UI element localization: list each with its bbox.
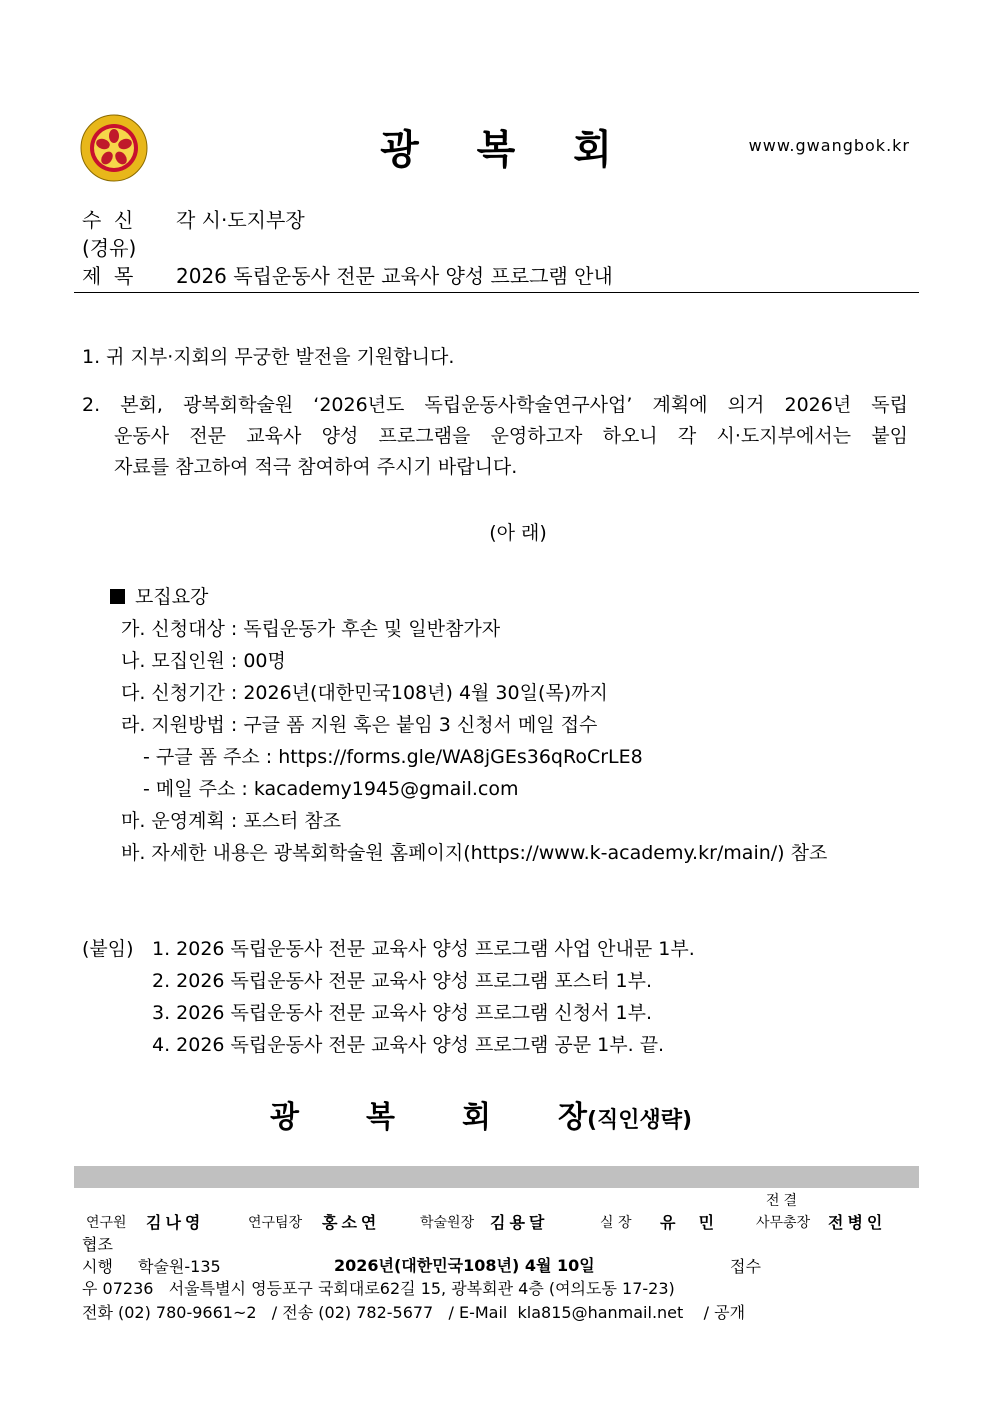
contact-info: 전화 (02) 780-9661~2 / 전송 (02) 782-5677 / E-Mail kla815@hanmail.net / 공개 xyxy=(82,1303,746,1322)
subject-label: 제 목 xyxy=(82,264,134,288)
recipient-row xyxy=(82,204,305,233)
google-form-link[interactable]: - 구글 폼 주소 : https://forms.gle/WA8jGEs36qRoCrLE8 xyxy=(143,746,643,768)
recipient-value: 각 시·도지부장 xyxy=(176,208,305,232)
cooperation-label: 협조 xyxy=(82,1235,113,1254)
approver-title: 실 장 xyxy=(600,1215,632,1231)
issue-label: 시행 xyxy=(82,1257,113,1276)
approver-name: 김나영 xyxy=(146,1213,205,1232)
approver-name: 유 민 xyxy=(660,1213,719,1232)
approver-name: 홍소연 xyxy=(322,1213,381,1232)
notice-heading: (아 래) xyxy=(489,522,547,544)
organization-title: 광 복 회 xyxy=(380,127,634,173)
email-link[interactable]: - 메일 주소 : kacademy1945@gmail.com xyxy=(143,778,519,800)
approver-name: 김용달 xyxy=(490,1213,549,1232)
homepage-link[interactable]: 바. 자세한 내용은 광복회학술원 홈페이지(https://www.k-academy.kr/main/) 참조 xyxy=(121,842,828,864)
subject-row xyxy=(82,260,613,289)
approver-title: 연구원 xyxy=(86,1215,127,1231)
approver-title: 사무총장 xyxy=(756,1215,811,1231)
paragraph-1: 1. 귀 지부·지회의 무궁한 발전을 기원합니다. xyxy=(82,346,455,368)
issue-date: 2026년(대한민국108년) 4월 10일 xyxy=(334,1256,595,1275)
paragraph-2-line: 2. 본회, 광복회학술원 ‘2026년도 독립운동사학술연구사업’ 계획에 의거 2026년 독립 xyxy=(82,394,908,416)
via-row xyxy=(82,232,136,261)
recruitment-item: 나. 모집인원 : 00명 xyxy=(121,650,286,672)
attachments-label: (붙임) xyxy=(82,938,134,960)
issue-number: 학술원-135 xyxy=(138,1257,221,1276)
address: 우 07236 서울특별시 영등포구 국회대로62길 15, 광복회관 4층 (여의도동 17-23) xyxy=(82,1279,675,1298)
paragraph-2-line: 운동사 전문 교육사 양성 프로그램을 운영하고자 하오니 각 시·도지부에서는 붙임 xyxy=(114,425,908,447)
recruitment-item: 다. 신청기간 : 2026년(대한민국108년) 4월 30일(목)까지 xyxy=(121,682,608,704)
issuer-signature xyxy=(270,1092,692,1136)
via-label: (경유) xyxy=(82,236,137,260)
signature-char: 장 xyxy=(558,1100,587,1135)
recipient-label: 수 신 xyxy=(82,208,134,232)
approver-name: 전병인 xyxy=(828,1213,887,1232)
signature-char: 회 xyxy=(462,1100,491,1135)
approver-title: 학술원장 xyxy=(420,1215,475,1231)
recruitment-item: 가. 신청대상 : 독립운동가 후손 및 일반참가자 xyxy=(121,618,501,640)
recruitment-heading xyxy=(110,582,208,609)
paragraph-2 xyxy=(82,390,908,483)
attachment-item: 1. 2026 독립운동사 전문 교육사 양성 프로그램 사업 안내문 1부. xyxy=(152,938,695,960)
signature-char: 복 xyxy=(366,1100,395,1135)
signature-char: 광 xyxy=(270,1100,299,1135)
paragraph-2-line: 자료를 참고하여 적극 참여하여 주시기 바랍니다. xyxy=(114,456,518,478)
jeongyeol-mark: 전결 xyxy=(766,1193,802,1209)
attachment-item: 2. 2026 독립운동사 전문 교육사 양성 프로그램 포스터 1부. xyxy=(152,970,653,992)
footer-divider-bar xyxy=(74,1166,919,1188)
header-divider xyxy=(74,292,919,293)
attachment-item: 4. 2026 독립운동사 전문 교육사 양성 프로그램 공문 1부. 끝. xyxy=(152,1034,665,1056)
receipt-label: 접수 xyxy=(730,1257,761,1276)
recruitment-item: 마. 운영계획 : 포스터 참조 xyxy=(121,810,342,832)
approver-title: 연구팀장 xyxy=(248,1215,303,1231)
website-url[interactable]: www.gwangbok.kr xyxy=(748,136,910,155)
attachment-item: 3. 2026 독립운동사 전문 교육사 양성 프로그램 신청서 1부. xyxy=(152,1002,653,1024)
square-bullet-icon xyxy=(110,589,125,604)
seal-omitted-note: (직인생략) xyxy=(586,1108,693,1133)
subject-value: 2026 독립운동사 전문 교육사 양성 프로그램 안내 xyxy=(176,264,613,288)
recruitment-item: 라. 지원방법 : 구글 폼 지원 혹은 붙임 3 신청서 메일 접수 xyxy=(121,714,598,736)
recruitment-heading-text: 모집요강 xyxy=(135,586,209,608)
